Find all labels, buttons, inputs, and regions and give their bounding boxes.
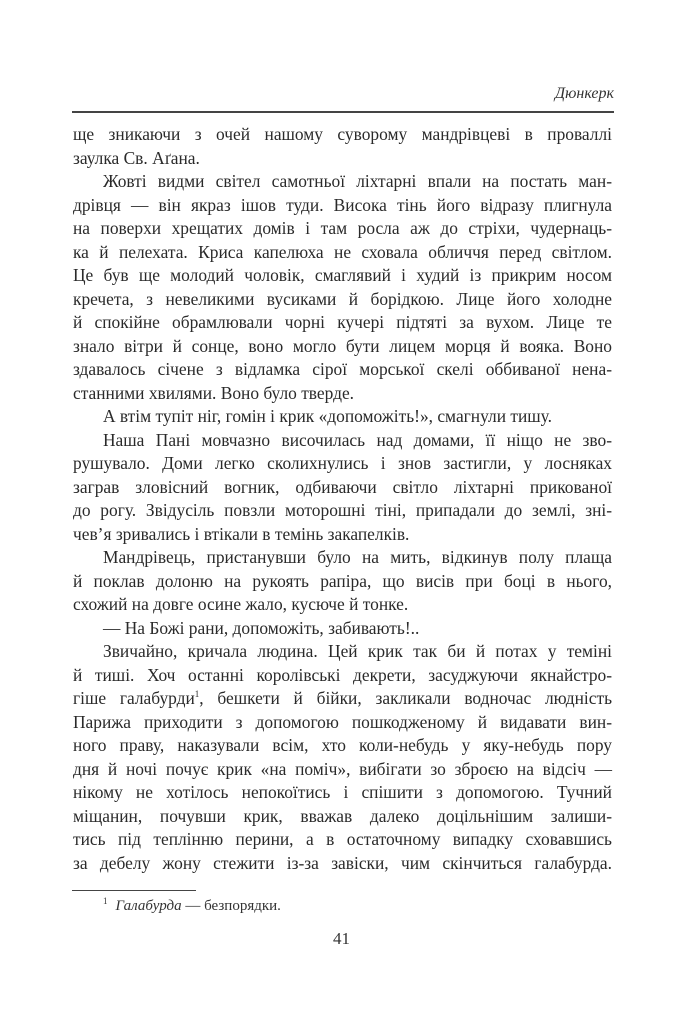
text-line: до рогу. Звідусіль повзли моторошні тіні, припадали до землі, зні- [73,500,612,520]
text-line: рушувало. Доми легко сколихнулись і знов застигли, у лосняках [73,453,612,473]
text-line: тись під теплінню перини, а в остаточному випадку сховавшись [73,829,612,849]
text-line: й поклав долоню на рукоять рапіра, що висів при боці в нього, [73,570,612,591]
text-line: й спокійне обрамлювали чорні кучері підтяті за вухом. Лице те [73,312,612,332]
text-line: станними хвилями. Воно було тверде. [73,382,355,403]
text-line: на поверхи хрещатих домів і там росла аж до стріхи, чудернаць- [73,218,612,238]
running-head-title: Дюнкерк [554,85,614,102]
text-line: заграв зловісний вогник, одбиваючи світло ліхтарні прикованої [73,476,612,497]
text-line: Звичайно, кричала людина. Цей крик так би й потах у теміні [103,641,612,661]
text-line: ка й пелехата. Криса капелюха не сховала обличчя перед світлом. [73,241,612,262]
text-line: чев’я зривались і втікали в темінь закапелків. [73,523,410,544]
text-line: Парижа приходити з допомогою пошкодженому й видавати вин- [73,711,612,732]
text-line: заулка Св. Аґана. [73,147,200,168]
body-text [73,123,612,875]
text-line: Наша Пані мовчазно височилась над домами, її ніщо не зво- [103,429,612,450]
text-line: Мандрівець, пристанувши було на мить, відкинув полу плаща [103,547,612,567]
text-line: здавалось січене з відламка сірої морської скелі оббиваної нена- [73,359,612,379]
text-line: Це був ще молодий чоловік, смаглявий і худий із прикрим носом [73,265,612,285]
text-line: А втім тупіт ніг, гомін і крик «допоможіть!», смагнули тишу. [103,406,552,426]
text-line: схожий на довге осине жало, кусюче й тонке. [73,594,409,614]
footnote [103,896,281,916]
text-line: ще зникаючи з очей нашому суворому мандрівцеві в проваллі [73,124,612,144]
text-line: гіше галабурди$^1$, бешкети й бійки, закликали водночас людність [73,688,612,708]
text-line: нікому не хотілось непокоїтись і спішити з допомогою. Тучний [73,782,612,802]
page-number: 41 [333,929,350,948]
footnote-reference[interactable]: 1 [194,689,200,700]
footnote-definition: — безпорядки. [181,898,281,914]
text-line: дня й ночі почує крик «на поміч», вибігати зо зброєю на відсіч — [73,758,612,779]
text-line: й тиші. Хоч останні королівські декрети, засуджуючи якнайстро- [73,664,612,685]
text-line: за дебелу жону стежити із-за завіски, чим скінчиться галабурда. [73,852,612,873]
footnote-marker: 1 [103,896,108,906]
header-rule [72,111,614,113]
text-line: ного праву, наказували всім, хто коли-небудь у яку-небудь пору [73,735,612,755]
text-line: — На Божі рани, допоможіть, забивають!.. [103,617,420,638]
text-line: кречета, з невеликими вусиками й борідкою. Лице його холодне [73,288,612,309]
text-line: знало вітри й сонце, воно могло бути лицем морця й вояка. Воно [73,335,612,356]
footnote-term: Галабурда [115,898,182,914]
text-line: міщанин, почувши крик, вважав далеко доцільнішим залиши- [73,805,612,826]
text-line: дрівця — він якраз ішов туди. Висока тінь його відразу плигнула [73,194,612,215]
footnote-rule [72,890,196,891]
text-line: Жовті видми світел самотньої ліхтарні впали на постать ман- [103,171,612,191]
